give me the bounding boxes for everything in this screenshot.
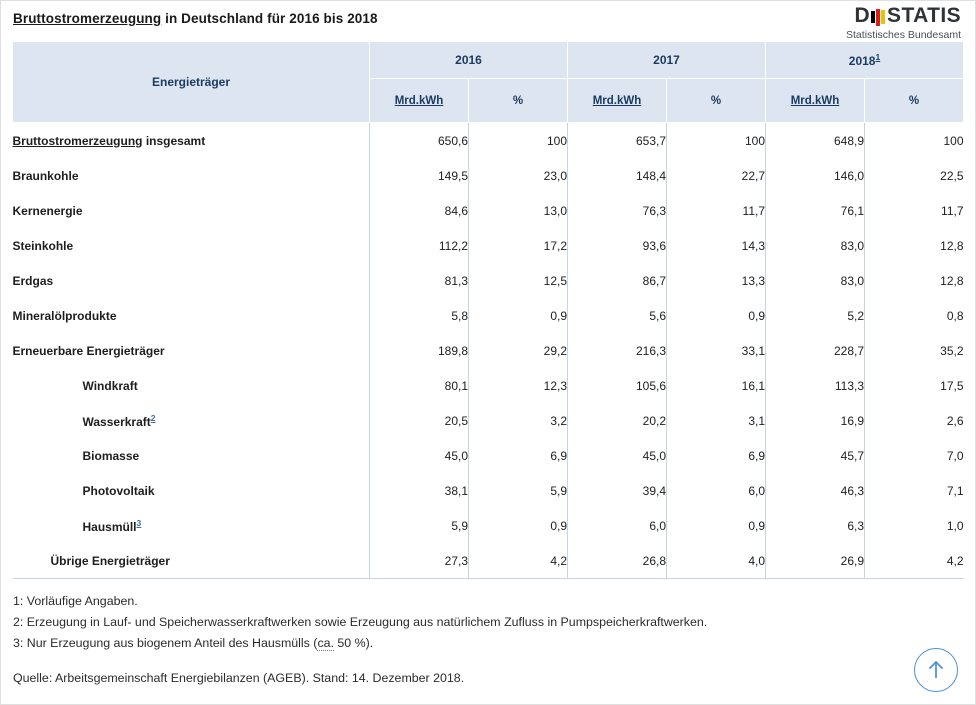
table-cell: 0,9	[667, 508, 766, 543]
table-cell: 3,2	[469, 403, 568, 438]
table-row	[13, 263, 964, 298]
table-cell: 86,7	[568, 263, 667, 298]
table-cell: 93,6	[568, 228, 667, 263]
row-label-text: Windkraft	[82, 378, 138, 393]
table-cell: 38,1	[370, 473, 469, 508]
row-label-text: Übrige Energieträger	[50, 553, 170, 568]
table-cell: 26,8	[568, 543, 667, 579]
row-label	[13, 263, 370, 298]
column-header-unit-2018-pct: %	[865, 79, 964, 123]
table-cell: 27,3	[370, 543, 469, 579]
table-header-row-years	[13, 42, 964, 79]
table-cell: 4,2	[865, 543, 964, 579]
table-cell: 4,2	[469, 543, 568, 579]
table-row	[13, 193, 964, 228]
table-cell: 16,1	[667, 368, 766, 403]
table-row	[13, 123, 964, 159]
table-row	[13, 403, 964, 438]
column-header-year-2017: 2017	[568, 42, 766, 79]
logo-text-post: STATIS	[887, 4, 961, 27]
footnote-3-abbrev: ca.	[317, 636, 334, 650]
table-cell: 113,3	[766, 368, 865, 403]
table-cell: 39,4	[568, 473, 667, 508]
row-label-text: Wasserkraft	[82, 414, 151, 429]
table-row	[13, 473, 964, 508]
table-cell: 33,1	[667, 333, 766, 368]
table-cell: 12,8	[940, 238, 964, 253]
table-cell: 84,6	[370, 193, 469, 228]
table-cell: 5,9	[469, 473, 568, 508]
table-row	[13, 228, 964, 263]
row-label-text: Kernenergie	[12, 203, 83, 218]
row-label	[13, 333, 370, 368]
table-cell: 112,2	[370, 228, 469, 263]
table-row	[13, 158, 964, 193]
table-cell: 7,0	[946, 448, 964, 463]
table-cell: 149,5	[370, 158, 469, 193]
row-label-text: Biomasse	[82, 448, 140, 463]
table-cell: 6,0	[568, 508, 667, 543]
table-cell: 1,0	[946, 518, 964, 533]
footnote-3: 3: Nur Erzeugung aus biogenem Anteil des Hausmülls (ca. 50 %).	[13, 636, 374, 650]
row-label-suffix: insgesamt	[142, 133, 206, 148]
row-label	[13, 193, 370, 228]
table-row	[13, 298, 964, 333]
table-cell: 228,7	[766, 333, 865, 368]
table-row	[13, 508, 964, 543]
table-cell: 20,5	[370, 403, 469, 438]
destatis-logo	[846, 5, 961, 41]
table-cell: 0,9	[667, 298, 766, 333]
table-cell: 17,5	[940, 378, 964, 393]
table-cell: 29,2	[469, 333, 568, 368]
logo-subtitle: Statistisches Bundesamt	[846, 29, 961, 41]
table-cell: 6,0	[667, 473, 766, 508]
footnote-marker-2[interactable]: 2	[150, 412, 156, 423]
table-cell: 23,0	[469, 158, 568, 193]
row-label	[13, 438, 370, 473]
row-label	[13, 123, 370, 159]
row-label-text: Steinkohle	[12, 238, 74, 253]
page-title-keyword: Bruttostromerzeugung	[13, 11, 162, 26]
table-row	[13, 368, 964, 403]
table-cell: 100	[943, 133, 964, 148]
row-label	[13, 228, 370, 263]
row-label-text: Mineralölprodukte	[12, 308, 117, 323]
table-cell: 4,0	[667, 543, 766, 579]
table-row	[13, 333, 964, 368]
row-label-text: Hausmüll	[82, 519, 137, 534]
column-header-unit-2017-pct: %	[667, 79, 766, 123]
table-header	[13, 42, 964, 123]
table-cell: 76,3	[568, 193, 667, 228]
table-cell: 76,1	[766, 193, 865, 228]
column-header-unit-2016-abs: Mrd.kWh	[370, 79, 469, 123]
table-cell: 12,3	[469, 368, 568, 403]
table-cell: 45,0	[370, 438, 469, 473]
table-cell: 2,6	[946, 413, 964, 428]
table-cell: 80,1	[370, 368, 469, 403]
footnote-marker-3[interactable]: 3	[136, 517, 142, 528]
table-cell: 148,4	[568, 158, 667, 193]
row-label-text: Erdgas	[12, 273, 54, 288]
table-cell: 5,6	[568, 298, 667, 333]
table-cell: 100	[469, 123, 568, 159]
row-label	[13, 403, 370, 438]
table-cell: 0,8	[946, 308, 964, 323]
table-cell: 83,0	[766, 263, 865, 298]
table-cell: 216,3	[568, 333, 667, 368]
table-cell: 13,3	[667, 263, 766, 298]
table-cell: 22,7	[667, 158, 766, 193]
table-cell: 648,9	[766, 123, 865, 159]
column-header-energietraeger: Energieträger	[13, 42, 370, 123]
row-label	[13, 543, 370, 579]
scroll-to-top-button[interactable]	[914, 648, 958, 692]
column-header-unit-2018-abs: Mrd.kWh	[766, 79, 865, 123]
table-cell: 650,6	[370, 123, 469, 159]
table-cell: 653,7	[568, 123, 667, 159]
table-cell: 5,9	[370, 508, 469, 543]
table-cell: 45,7	[766, 438, 865, 473]
row-label-text: Bruttostromerzeugung	[12, 133, 143, 148]
table-cell: 16,9	[766, 403, 865, 438]
table-cell: 81,3	[370, 263, 469, 298]
page-title-rest: in Deutschland für 2016 bis 2018	[161, 11, 378, 26]
table-cell: 11,7	[941, 203, 964, 218]
row-label-text: Photovoltaik	[82, 483, 155, 498]
table-cell: 5,2	[766, 298, 865, 333]
table-cell: 6,9	[667, 438, 766, 473]
footnote-1: 1: Vorläufige Angaben.	[13, 594, 138, 608]
table-cell: 6,9	[469, 438, 568, 473]
row-label	[13, 158, 370, 193]
table-cell: 12,8	[940, 273, 964, 288]
energy-data-table	[12, 42, 964, 579]
table-row	[13, 543, 964, 579]
table-cell: 83,0	[766, 228, 865, 263]
table-cell: 146,0	[766, 158, 865, 193]
row-label-text: Braunkohle	[12, 168, 79, 183]
page-title	[13, 11, 963, 26]
table-cell: 100	[667, 123, 766, 159]
footnote-2: 2: Erzeugung in Lauf- und Speicherwasserkraftwerken sowie Erzeugung aus natürlichem Zufluss in Pumpspeicherkraftwerken.	[13, 615, 708, 629]
arrow-up-icon	[915, 649, 957, 691]
column-header-unit-2016-pct: %	[469, 79, 568, 123]
table-cell: 12,5	[469, 263, 568, 298]
table-cell: 0,9	[469, 508, 568, 543]
footnote-marker-1[interactable]: 1	[875, 52, 881, 63]
logo-text-pre: D	[854, 4, 871, 27]
table-cell: 6,3	[766, 508, 865, 543]
table-cell: 11,7	[667, 193, 766, 228]
table-cell: 20,2	[568, 403, 667, 438]
table-cell: 14,3	[667, 228, 766, 263]
table-row	[13, 438, 964, 473]
table-body	[13, 123, 964, 579]
table-cell: 189,8	[370, 333, 469, 368]
row-label	[13, 298, 370, 333]
flag-bars-icon	[871, 6, 886, 28]
row-label	[13, 473, 370, 508]
table-cell: 5,8	[370, 298, 469, 333]
column-header-year-2018: 2018$^1$	[766, 42, 964, 79]
table-cell: 26,9	[766, 543, 865, 579]
document-header	[1, 1, 975, 41]
source-note: Quelle: Arbeitsgemeinschaft Energiebilanzen (AGEB). Stand: 14. Dezember 2018.	[13, 671, 465, 685]
table-cell: 45,0	[568, 438, 667, 473]
table-cell: 105,6	[568, 368, 667, 403]
row-label-text: Erneuerbare Energieträger	[12, 343, 165, 358]
table-cell: 22,5	[940, 168, 964, 183]
table-cell: 0,9	[469, 298, 568, 333]
footnotes-block	[13, 591, 975, 654]
table-cell: 13,0	[469, 193, 568, 228]
table-cell: 7,1	[946, 483, 964, 498]
table-cell: 3,1	[667, 403, 766, 438]
column-header-year-2016: 2016	[370, 42, 568, 79]
logo-wordmark	[846, 5, 961, 28]
table-cell: 35,2	[940, 343, 964, 358]
row-label	[13, 368, 370, 403]
table-cell: 46,3	[766, 473, 865, 508]
table-cell: 17,2	[469, 228, 568, 263]
column-header-unit-2017-abs: Mrd.kWh	[568, 79, 667, 123]
row-label	[13, 508, 370, 543]
